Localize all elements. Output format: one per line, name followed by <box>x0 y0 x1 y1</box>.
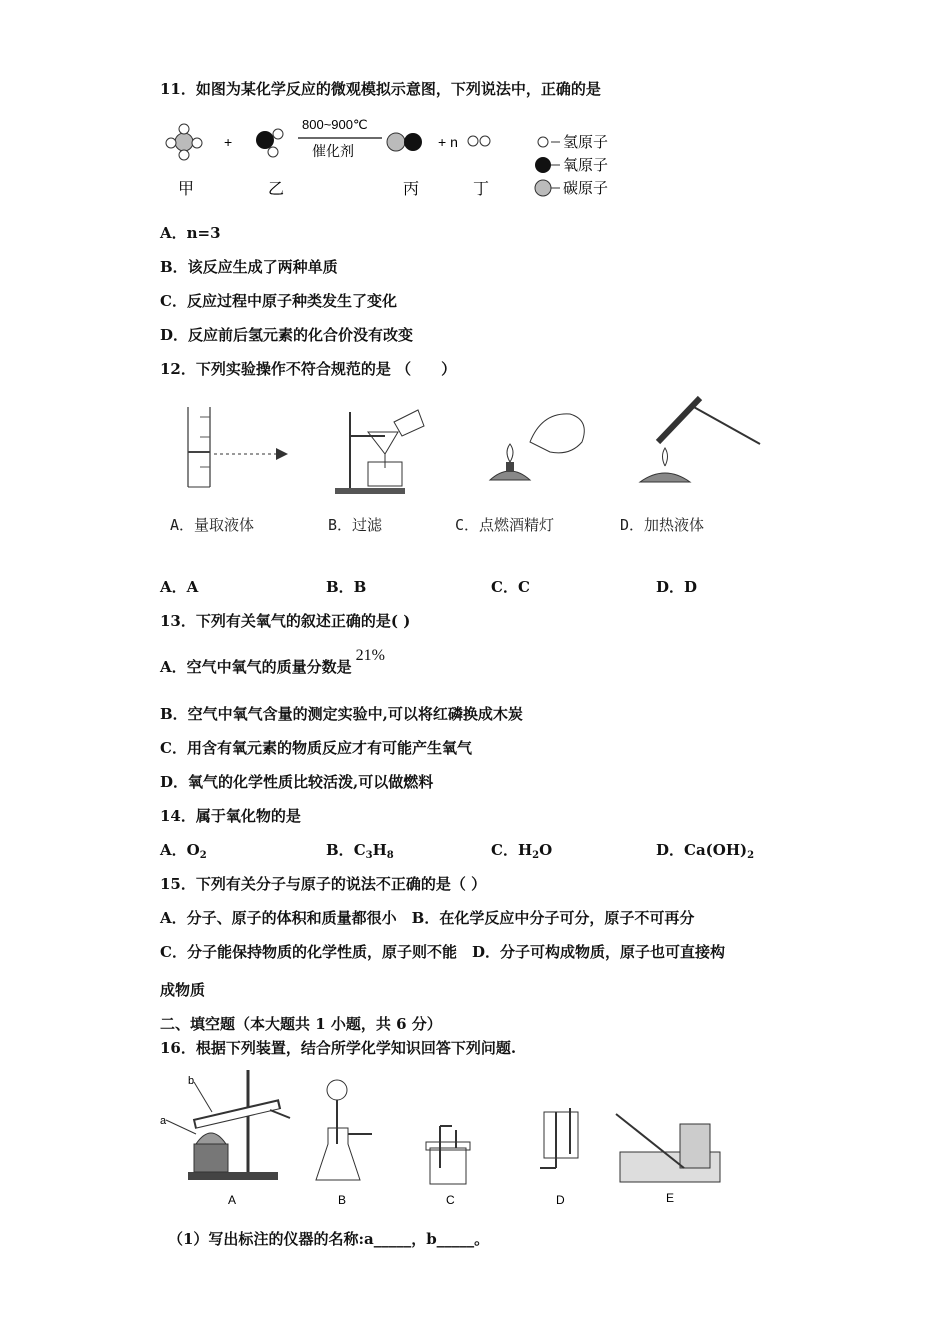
q13-option-d: D．氧气的化学性质比较活泼,可以做燃料 <box>160 773 434 791</box>
q13-option-b: B．空气中氧气含量的测定实验中,可以将红磷换成木炭 <box>160 705 523 723</box>
apparatus-e-icon <box>616 1114 720 1182</box>
q14-option-d: D．$Ca(OH)_2$ <box>656 841 755 861</box>
legend-carbon: 碳原子 <box>563 179 609 197</box>
q14-stem: 14．属于氧化物的是 <box>160 807 301 825</box>
q16-sub1: （1）写出标注的仪器的名称:a_____，b_____。 <box>168 1230 490 1248</box>
legend-carbon-icon <box>535 180 551 196</box>
label-jia: 甲 <box>178 179 195 198</box>
plus-sign: + <box>224 134 233 150</box>
q12-option-c: C．C <box>491 578 530 596</box>
water-molecule-icon <box>256 129 283 157</box>
q12-caption-c: C．点燃酒精灯 <box>455 516 555 534</box>
label-E: E <box>666 1191 675 1205</box>
hydrogen-molecule-icon <box>468 136 490 146</box>
q11-option-d: D．反应前后氢元素的化合价没有改变 <box>160 326 414 344</box>
q15-line2: C．分子能保持物质的化学性质，原子则不能 D．分子可构成物质，原子也可直接构 <box>160 943 725 961</box>
q14-option-b: B．$C_3H_8$ <box>326 841 394 861</box>
legend-hydrogen: 氢原子 <box>563 133 609 151</box>
q16-apparatus-figure <box>160 1068 730 1212</box>
q11-reaction-figure <box>160 112 640 204</box>
q13-option-a-text: A．空气中氧气的质量分数是 <box>160 658 352 676</box>
apparatus-c-icon <box>426 1126 470 1184</box>
q13-option-a-value: 21% <box>355 647 385 664</box>
legend-oxygen: 氧原子 <box>563 156 609 174</box>
q12-option-d: D．D <box>656 578 698 596</box>
label-yi: 乙 <box>268 179 285 198</box>
alcohol-lamp-blow-icon <box>490 414 584 480</box>
heating-test-tube-icon <box>640 398 760 482</box>
label-C: C <box>446 1193 455 1207</box>
filtration-icon <box>335 410 424 494</box>
measuring-cylinder-icon <box>188 407 288 487</box>
q15-line3: 成物质 <box>160 981 206 999</box>
q12-operations-figure <box>170 392 780 502</box>
q12-stem: 12．下列实验操作不符合规范的是 （ ） <box>160 360 457 378</box>
apparatus-b-icon <box>316 1080 372 1180</box>
mark-b: b <box>188 1075 195 1087</box>
q14-option-a: A．$O_2$ <box>160 841 207 861</box>
label-A: A <box>228 1193 237 1207</box>
q11-option-a: A．n=3 <box>160 224 221 242</box>
label-ding: 丁 <box>473 179 490 198</box>
methane-molecule-icon <box>166 124 202 160</box>
plus-n: + n <box>438 134 458 150</box>
q15-stem: 15．下列有关分子与原子的说法不正确的是（ ） <box>160 875 487 893</box>
q11-option-c: C．反应过程中原子种类发生了变化 <box>160 292 397 310</box>
q12-option-b: B．B <box>326 578 367 596</box>
apparatus-a-icon <box>160 1070 290 1180</box>
label-D: D <box>556 1193 565 1207</box>
q15-line1: A．分子、原子的体积和质量都很小 B．在化学反应中分子可分，原子不可再分 <box>160 909 695 927</box>
q11-stem: 11．如图为某化学反应的微观模拟示意图，下列说法中，正确的是 <box>160 80 601 98</box>
condition-top: 800~900℃ <box>302 117 368 132</box>
q13-option-a <box>160 647 385 677</box>
label-B: B <box>338 1193 347 1207</box>
legend-oxygen-icon <box>535 157 551 173</box>
label-bing: 丙 <box>403 179 420 198</box>
q11-option-b: B．该反应生成了两种单质 <box>160 258 338 276</box>
q12-caption-b: B．过滤 <box>328 516 383 534</box>
q12-caption-d: D．加热液体 <box>620 516 705 534</box>
q13-option-c: C．用含有氧元素的物质反应才有可能产生氧气 <box>160 739 472 757</box>
q12-caption-a: A．量取液体 <box>170 516 255 534</box>
q12-option-a: A．A <box>160 578 199 596</box>
legend-hydrogen-icon <box>538 137 548 147</box>
co-molecule-icon <box>387 133 422 151</box>
condition-bottom: 催化剂 <box>312 144 354 160</box>
apparatus-d-icon <box>540 1108 578 1168</box>
section-2-heading: 二、填空题（本大题共 1 小题，共 6 分） <box>160 1015 442 1033</box>
q13-stem: 13．下列有关氧气的叙述正确的是( ) <box>160 612 411 630</box>
q14-option-c: C．$H_2O$ <box>491 841 553 861</box>
q16-stem: 16．根据下列装置，结合所学化学知识回答下列问题. <box>160 1039 517 1057</box>
mark-a: a <box>160 1115 167 1127</box>
